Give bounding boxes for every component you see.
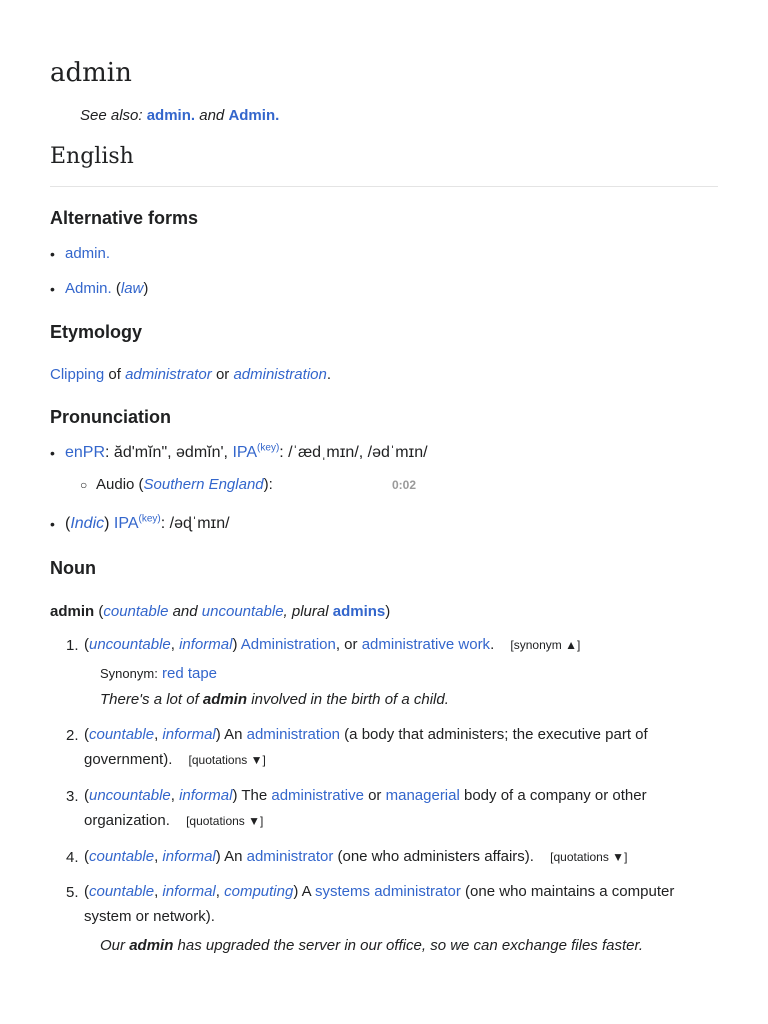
managerial-link[interactable]: managerial (385, 787, 460, 804)
example-text: has upgraded the server in our office, so we can exchange files faster. (173, 937, 644, 954)
sense-text: An (220, 726, 247, 743)
ipa-link-2[interactable]: IPA (113, 515, 139, 532)
bullet: • (50, 516, 55, 532)
pronunciation-indic (50, 514, 230, 534)
paren-close: ) (104, 515, 114, 532)
ipa-text-2: : /əɖˈmɪn/ (160, 515, 230, 532)
quotations-toggle[interactable]: [quotations ▼] (188, 753, 266, 767)
sense-text: system or network). (84, 908, 215, 925)
qualifier-law-link[interactable]: law (120, 280, 144, 297)
countable-link[interactable]: countable (103, 603, 169, 620)
clipping-link[interactable]: Clipping (50, 366, 105, 383)
sense-text: (one who administers affairs). (333, 848, 534, 865)
synonym-line (100, 664, 217, 684)
paren-open: ( (65, 515, 71, 532)
sense-2-line2 (84, 750, 266, 770)
divider (50, 186, 718, 187)
sense-text: , or (335, 636, 362, 653)
noun-headword-line: admin (countable and uncountable, plural admins) (50, 603, 391, 620)
headword-plural: , plural (283, 603, 329, 620)
usage-example-1 (100, 690, 449, 710)
label-informal[interactable]: informal (179, 787, 233, 804)
example-bold: admin (129, 937, 174, 954)
see-also (80, 107, 279, 124)
etymology-text (50, 365, 331, 385)
paren-open: ( (115, 280, 121, 297)
sense-5-line2 (84, 907, 215, 927)
sense-number: 1. (66, 637, 79, 654)
sense-5: (countable, informal, computing) A systems administrator (one who maintains a computer (84, 883, 675, 900)
pronunciation-heading: Pronunciation (50, 407, 171, 427)
bullet: • (50, 246, 55, 262)
etymology-or: or (215, 366, 230, 383)
see-also-link-admin-capital[interactable]: Admin. (228, 107, 280, 124)
administrative-work-link[interactable]: administrative work (361, 636, 491, 653)
administration-link-2[interactable]: administration (246, 726, 341, 743)
sense-text: A (298, 883, 316, 900)
alt-form-item-1 (50, 244, 110, 264)
example-text: involved in the birth of a child. (247, 691, 449, 708)
systems-administrator-link[interactable]: systems administrator (315, 883, 461, 900)
label-computing[interactable]: computing (224, 883, 294, 900)
sense-number: 2. (66, 727, 79, 744)
audio-close: ): (263, 476, 273, 493)
alternative-forms-heading: Alternative forms (50, 208, 199, 228)
ipa-text: : /ˈædˌmɪn/, /ədˈmɪn/ (279, 444, 428, 461)
pronunciation-enpr (50, 443, 428, 463)
audio-player-time[interactable]: 0:02 (392, 478, 417, 492)
southern-england-link[interactable]: Southern England (143, 476, 264, 493)
label-countable[interactable]: countable (89, 848, 155, 865)
see-also-link-admin-dot[interactable]: admin. (146, 107, 196, 124)
sense-number: 3. (66, 788, 79, 805)
sense-text: government). (84, 751, 173, 768)
label-uncountable[interactable]: uncountable (89, 636, 171, 653)
circle-bullet: ○ (80, 478, 88, 492)
label-countable[interactable]: countable (89, 726, 155, 743)
synonym-toggle[interactable]: [synonym ▲] (510, 638, 581, 652)
alt-form-link-admin-dot[interactable]: admin. (65, 245, 111, 262)
administration-link[interactable]: administration (233, 366, 327, 383)
usage-example-5 (100, 936, 643, 956)
page-title: admin (50, 58, 132, 88)
ipa-key-link-2[interactable]: (key) (138, 513, 161, 525)
sense-3-line2 (84, 811, 263, 831)
see-also-label: See also: (80, 107, 143, 124)
see-also-and: and (199, 107, 225, 124)
headword: admin (50, 603, 95, 620)
language-heading: English (50, 144, 134, 169)
administrator-link-2[interactable]: administrator (246, 848, 334, 865)
etymology-heading: Etymology (50, 322, 143, 342)
sense-text: The (237, 787, 272, 804)
headword-and: and (172, 603, 198, 620)
quotations-toggle[interactable]: [quotations ▼] (550, 850, 628, 864)
ipa-link[interactable]: IPA (232, 444, 258, 461)
quotations-toggle[interactable]: [quotations ▼] (186, 814, 264, 828)
ipa-key-link[interactable]: (key) (257, 442, 280, 454)
pronunciation-audio (80, 475, 273, 495)
sense-2: (countable, informal) An administration (a body that administers; the executive part of (84, 726, 648, 743)
alt-form-link-admin-capital[interactable]: Admin. (65, 280, 112, 297)
plural-admins-link[interactable]: admins (332, 603, 386, 620)
sense-4: (countable, informal) An administrator (one who administers affairs). [quotations ▼] (84, 848, 628, 865)
sense-text: organization. (84, 812, 170, 829)
audio-label: Audio ( (96, 476, 144, 493)
label-informal[interactable]: informal (162, 848, 216, 865)
sense-text: or (363, 787, 386, 804)
example-bold: admin (202, 691, 248, 708)
sense-3: (uncountable, informal) The administrative or managerial body of a company or other (84, 787, 647, 804)
administration-def-link[interactable]: Administration (240, 636, 336, 653)
sense-text: . (490, 636, 495, 653)
sense-number: 4. (66, 849, 79, 866)
sense-number: 5. (66, 884, 79, 901)
red-tape-link[interactable]: red tape (161, 665, 218, 682)
sense-text: body of a company or other (459, 787, 647, 804)
label-informal[interactable]: informal (162, 726, 216, 743)
sense-text: (a body that administers; the executive part of (340, 726, 648, 743)
noun-heading: Noun (50, 558, 96, 578)
uncountable-link[interactable]: uncountable (201, 603, 284, 620)
label-uncountable[interactable]: uncountable (89, 787, 171, 804)
administrator-link[interactable]: administrator (125, 366, 212, 383)
paren-close: ) (143, 280, 149, 297)
etymology-end: . (326, 366, 332, 383)
example-text: Our (100, 937, 130, 954)
enpr-text: : ăd'mĭn", ədmĭn', (105, 444, 233, 461)
enpr-link[interactable]: enPR (65, 444, 106, 461)
administrative-link[interactable]: administrative (271, 787, 364, 804)
sense-text: (one who maintains a computer (460, 883, 675, 900)
alt-form-item-2 (50, 279, 148, 299)
label-informal[interactable]: informal (179, 636, 233, 653)
bullet: • (50, 445, 55, 461)
sense-text: An (220, 848, 247, 865)
example-text: There's a lot of (100, 691, 203, 708)
label-informal[interactable]: informal (162, 883, 216, 900)
indic-link[interactable]: Indic (70, 515, 105, 532)
bullet: • (50, 281, 55, 297)
etymology-of: of (108, 366, 121, 383)
label-countable[interactable]: countable (89, 883, 155, 900)
synonym-label: Synonym: (100, 666, 158, 681)
sense-1: (uncountable, informal) Administration, or administrative work. [synonym ▲] (84, 636, 581, 653)
